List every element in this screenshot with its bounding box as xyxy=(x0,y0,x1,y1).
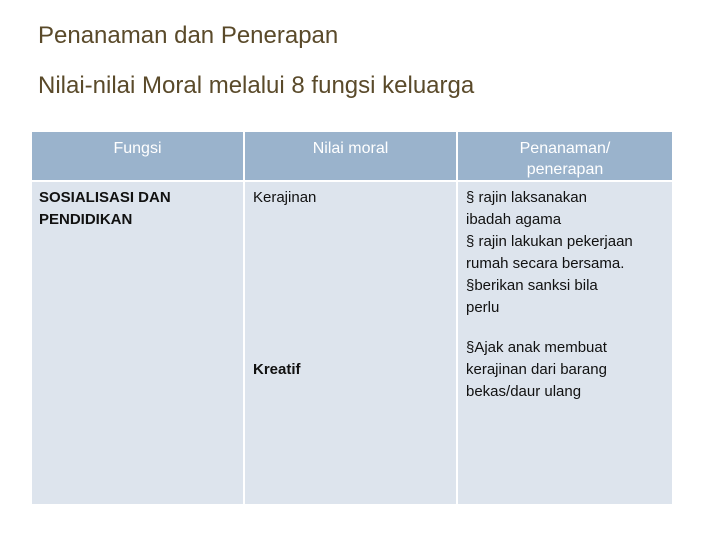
header-penanaman-line-1: Penanaman/ xyxy=(519,140,611,157)
slide-title-line-2: Nilai-nilai Moral melalui 8 fungsi keluarga xyxy=(38,72,475,99)
values-table xyxy=(32,132,672,504)
penerapan-2-line-1: §Ajak anak membuat xyxy=(466,339,607,356)
nilai-moral-kerajinan: Kerajinan xyxy=(253,189,317,206)
fungsi-line-2: PENDIDIKAN xyxy=(39,211,133,228)
header-nilai-moral: Nilai moral xyxy=(245,132,456,180)
nilai-moral-kreatif: Kreatif xyxy=(253,361,301,378)
header-penanaman-penerapan xyxy=(458,132,672,180)
penerapan-1-line-1: § rajin laksanakan xyxy=(466,189,587,206)
header-penanaman-line-2: penerapan xyxy=(526,161,604,178)
penerapan-kerajinan xyxy=(466,187,670,319)
cell-penerapan xyxy=(458,182,672,504)
penerapan-1-line-5: §berikan sanksi bila xyxy=(466,277,598,294)
penerapan-1-line-3: § rajin lakukan pekerjaan xyxy=(466,233,633,250)
penerapan-2-line-2: kerajinan dari barang xyxy=(466,361,607,378)
penerapan-kreatif xyxy=(466,337,670,403)
cell-nilai-moral xyxy=(245,182,456,504)
cell-fungsi xyxy=(32,182,243,504)
slide-title-line-1: Penanaman dan Penerapan xyxy=(38,22,339,49)
header-fungsi: Fungsi xyxy=(32,132,243,180)
penerapan-1-line-4: rumah secara bersama. xyxy=(466,255,625,272)
fungsi-line-1: SOSIALISASI DAN xyxy=(39,189,171,206)
penerapan-2-line-3: bekas/daur ulang xyxy=(466,383,582,400)
penerapan-1-line-6: perlu xyxy=(466,299,500,316)
penerapan-1-line-2: ibadah agama xyxy=(466,211,562,228)
fungsi-text xyxy=(39,187,239,231)
